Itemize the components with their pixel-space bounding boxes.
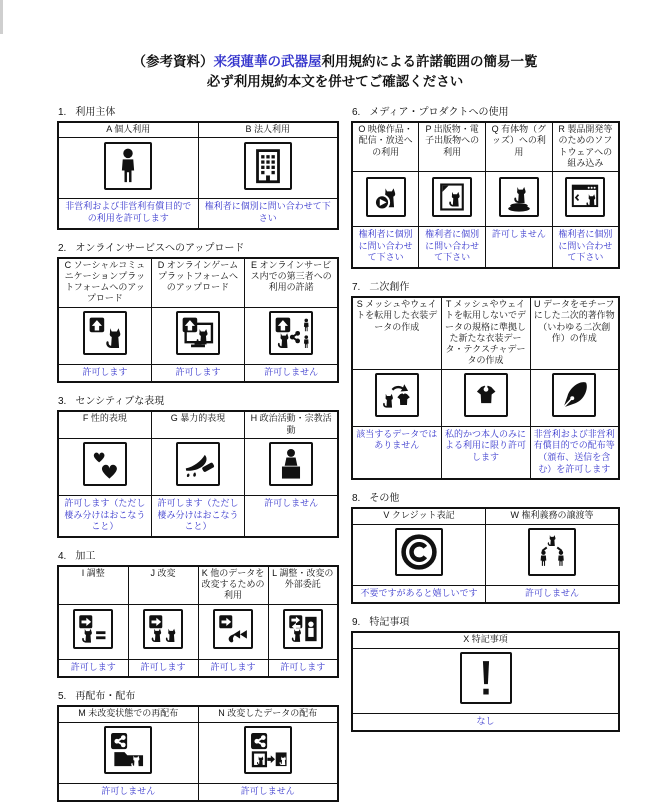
item-header: F 性的表現 [58, 411, 151, 438]
permission-text: 許可します [268, 659, 338, 677]
copyright-icon [395, 528, 443, 576]
section-table [57, 121, 339, 230]
section-heading [352, 613, 620, 628]
people-transfer-icon [528, 528, 576, 576]
item-icon-cell [352, 369, 441, 426]
item-header: N 改変したデータの配布 [198, 706, 338, 722]
item-icon-cell [530, 369, 619, 426]
item-icon-cell [58, 438, 151, 495]
cat-to-outfit-icon [375, 373, 419, 417]
item-header: S メッシュやウェイトを転用した衣装データの作成 [352, 297, 441, 369]
section-heading [58, 103, 339, 118]
section-number: 5. [58, 691, 67, 703]
building-icon [244, 142, 292, 190]
permission-text: 権利者に個別に問い合わせて下さい [352, 227, 419, 269]
section-number: 2. [58, 242, 67, 254]
section-table [351, 507, 620, 604]
section-heading [58, 392, 339, 407]
share-folder-icon [104, 726, 152, 774]
permission-text: 許可します [198, 659, 268, 677]
section-title: 二次創作 [369, 282, 410, 294]
item-icon-cell [198, 604, 268, 659]
shop-name-link[interactable]: 来須蓮華の武器屋 [213, 54, 322, 69]
item-header: C ソーシャルコミュニケーションプラットフォームへのアップロード [58, 258, 151, 308]
section-title: 再配布・配布 [75, 691, 136, 703]
item-icon-cell [58, 722, 198, 783]
section-media-products [351, 103, 620, 269]
item-icon-cell [198, 722, 338, 783]
section-derivative-works [351, 278, 620, 480]
cat-monitor-upload-icon [176, 311, 220, 355]
item-icon-cell [198, 138, 338, 199]
section-online-upload [57, 239, 339, 384]
section-redistribution [57, 687, 339, 802]
item-header: A 個人利用 [58, 122, 198, 138]
item-icon-cell [486, 524, 620, 585]
item-icon-cell [58, 604, 128, 659]
item-header: W 権利義務の譲渡等 [486, 508, 620, 524]
section-heading [58, 239, 339, 254]
item-header: U データをモチーフにした二次的著作物（いわゆる二次創作）の作成 [530, 297, 619, 369]
permission-text: 許可しません [245, 495, 338, 537]
section-heading [58, 687, 339, 702]
permission-text: 私的かつ本人のみによる利用に限り許可します [441, 426, 530, 479]
item-icon-cell [151, 438, 244, 495]
permission-text: なし [352, 713, 619, 731]
cat-software-window-icon [565, 177, 605, 217]
title-suffix: 利用規約による許諾範囲の簡易一覧 [321, 54, 538, 69]
permission-text: 許可します [128, 659, 198, 677]
section-table [57, 410, 339, 538]
cat-modify-icon [143, 609, 183, 649]
section-processing [57, 547, 339, 678]
item-header: R 製品開発等のためのソフトウェアへの組み込み [552, 122, 619, 172]
cat-outsource-icon [283, 609, 323, 649]
person-icon [104, 142, 152, 190]
item-header: D オンラインゲームプラットフォームへのアップロード [151, 258, 244, 308]
permission-text: 権利者に個別に問い合わせて下さい [198, 199, 338, 229]
share-modified-data-icon [244, 726, 292, 774]
permission-text: 許可しません [58, 783, 198, 801]
item-icon-cell [245, 438, 338, 495]
item-icon-cell [552, 172, 619, 227]
item-icon-cell [352, 648, 619, 713]
item-icon-cell [352, 524, 486, 585]
item-header: I 調整 [58, 566, 128, 604]
section-heading [352, 103, 620, 118]
item-header: K 他のデータを改変するための利用 [198, 566, 268, 604]
item-header: M 未改変状態での再配布 [58, 706, 198, 722]
item-header: P 出版物・電子出版物への利用 [419, 122, 486, 172]
section-table [351, 121, 620, 269]
item-icon-cell [268, 604, 338, 659]
section-title: 特記事項 [369, 617, 410, 629]
permission-text: 権利者に個別に問い合わせて下さい [552, 227, 619, 269]
section-table [57, 257, 339, 384]
section-usage-entity [57, 103, 339, 230]
section-number: 7. [352, 282, 361, 294]
section-heading [352, 278, 620, 293]
cat-figurine-icon [499, 177, 539, 217]
item-icon-cell [128, 604, 198, 659]
fountain-pen-icon [552, 373, 596, 417]
page-title [0, 52, 670, 93]
permission-text: 非営利および非営利有償目的での配布等（頒布、送信を含む）を許可します [530, 426, 619, 479]
section-title: オンラインサービスへのアップロード [75, 242, 245, 254]
section-title: メディア・プロダクトへの使用 [369, 107, 509, 118]
section-number: 6. [352, 107, 361, 118]
title-prefix: （参考資料） [132, 54, 214, 69]
permission-text: 許可しません [486, 227, 553, 269]
section-title: センシティブな表現 [75, 396, 165, 408]
permission-text: 不要ですがあると嬉しいです [352, 585, 486, 603]
permission-text: 該当するデータではありません [352, 426, 441, 479]
section-table [351, 296, 620, 480]
section-table [57, 705, 339, 802]
permission-text: 権利者に個別に問い合わせて下さい [419, 227, 486, 269]
permission-text: 非営利および非営利有償目的での利用を許可します [58, 199, 198, 229]
item-icon-cell [151, 307, 244, 364]
exclamation-icon [460, 652, 512, 704]
section-title: 利用主体 [75, 107, 116, 118]
permission-text: 許可します [58, 659, 128, 677]
cat-video-play-icon [366, 177, 406, 217]
cat-picture-frame-icon [432, 177, 472, 217]
title-line2: 必ず利用規約本文を併せてご確認ください [206, 74, 464, 90]
item-icon-cell [245, 307, 338, 364]
permission-text: 許可します [58, 364, 151, 382]
item-icon-cell [58, 138, 198, 199]
knife-icon [176, 442, 220, 486]
cat-upload-icon [83, 311, 127, 355]
item-header: V クレジット表記 [352, 508, 486, 524]
left-column [57, 103, 339, 811]
section-number: 8. [352, 493, 361, 505]
item-header: O 映像作品・配信・放送への利用 [352, 122, 419, 172]
item-icon-cell [419, 172, 486, 227]
item-icon-cell [58, 307, 151, 364]
item-icon-cell [352, 172, 419, 227]
podium-speech-icon [269, 442, 313, 486]
section-title: 加工 [75, 550, 96, 562]
item-icon-cell [441, 369, 530, 426]
hearts-icon [83, 442, 127, 486]
section-special-notes [351, 613, 620, 732]
section-other [351, 489, 620, 604]
permission-text: 許可します（ただし棲み分けはおこなうこと） [58, 495, 151, 537]
section-table [57, 565, 339, 678]
section-sensitive-expression [57, 392, 339, 538]
permission-text: 許可しません [198, 783, 338, 801]
permission-text: 許可しません [486, 585, 620, 603]
cat-other-data-icon [213, 609, 253, 649]
item-header: L 調整・改変の外部委託 [268, 566, 338, 604]
cat-adjust-icon [73, 609, 113, 649]
item-header: B 法人利用 [198, 122, 338, 138]
item-header: X 特記事項 [352, 632, 619, 648]
item-header: T メッシュやウェイトを転用しないでデータの規格に準拠した新たな衣装データ・テクスチャデータの作成 [441, 297, 530, 369]
permission-text: 許可しません [245, 364, 338, 382]
item-header: E オンラインサービス内での第三者への利用の許諾 [245, 258, 338, 308]
section-number: 3. [58, 396, 67, 408]
outfit-icon [464, 373, 508, 417]
section-heading [58, 547, 339, 562]
item-icon-cell [486, 172, 553, 227]
cat-share-users-icon [269, 311, 313, 355]
section-heading [352, 489, 620, 504]
page-edge-shadow [0, 0, 3, 34]
section-number: 9. [352, 617, 361, 629]
item-header: Q 有体物（グッズ）への利用 [486, 122, 553, 172]
section-number: 1. [58, 107, 67, 118]
right-column [351, 103, 620, 741]
item-header: H 政治活動・宗教活動 [245, 411, 338, 438]
permission-text: 許可します（ただし棲み分けはおこなうこと） [151, 495, 244, 537]
section-number: 4. [58, 550, 67, 562]
section-title: その他 [369, 493, 400, 505]
title-line1 [0, 52, 670, 72]
item-header: J 改変 [128, 566, 198, 604]
item-header: G 暴力的表現 [151, 411, 244, 438]
permission-text: 許可します [151, 364, 244, 382]
